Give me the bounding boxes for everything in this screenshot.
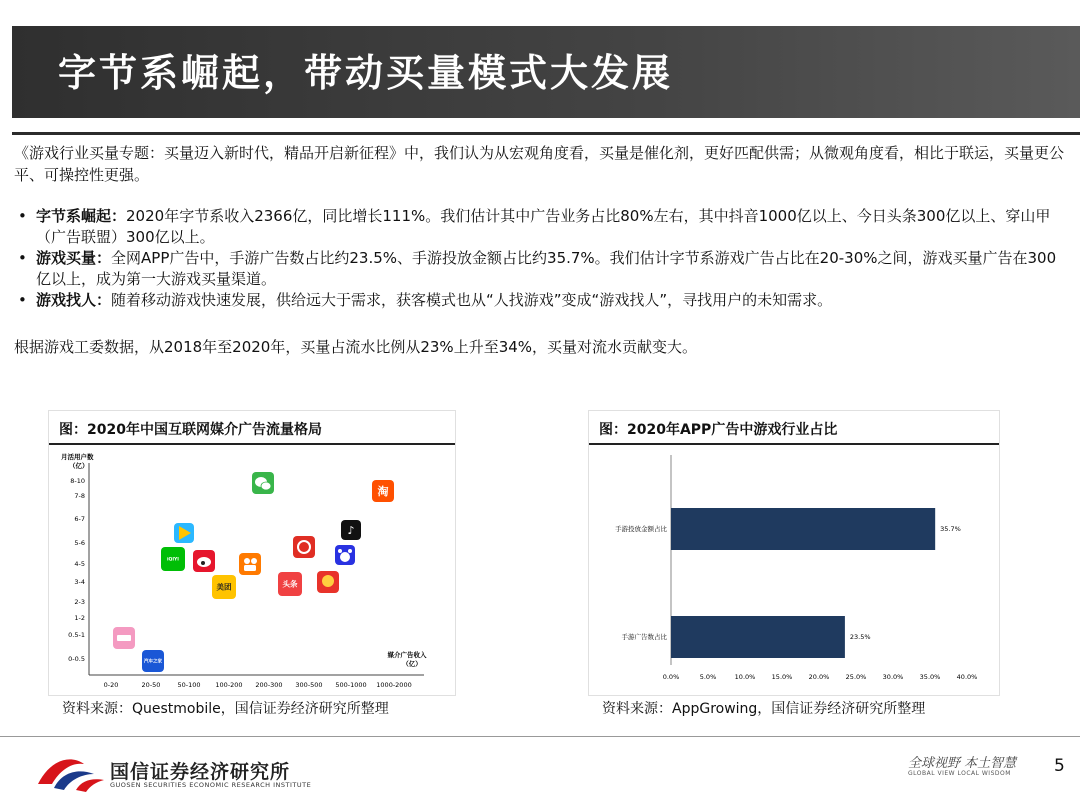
bullet-list <box>14 206 1064 311</box>
company-name-cn: 国信证券经济研究所 <box>110 761 291 783</box>
right-panel-title: 图：2020年APP广告中游戏行业占比 <box>599 422 838 438</box>
pinduoduo-icon <box>293 536 315 558</box>
app-icon-pink <box>113 627 135 649</box>
iqiyi-icon <box>161 547 185 571</box>
bullet-item <box>14 206 1064 248</box>
bar-value-label: 35.7% <box>940 525 961 533</box>
y-tick-label: 1-2 <box>74 614 85 622</box>
closing-paragraph: 根据游戏工委数据，从2018年至2020年，买量占流水比例从23%上升至34%，买量对流水贡献变大。 <box>14 338 698 356</box>
tiktok-label: ♪ <box>347 523 355 537</box>
bar <box>671 508 935 550</box>
x-tick-label: 50-100 <box>177 681 201 689</box>
intro-paragraph: 《游戏行业买量专题：买量迈入新时代，精品开启新征程》中，我们认为从宏观角度看，买量是催化剂，更好匹配供需；从微观角度看，相比于联运，买量更公平、可操控性更强。 <box>14 144 1065 184</box>
x-tick-label: 35.0% <box>919 673 941 681</box>
tiktok-icon <box>341 520 361 540</box>
x-tick-label: 30.0% <box>882 673 904 681</box>
x-axis-label-line1: 媒介广告收入 <box>387 651 427 659</box>
autohome-label: 汽车之家 <box>144 659 162 665</box>
y-tick-label: 2-3 <box>74 598 85 606</box>
bar-value-label: 23.5% <box>849 633 871 641</box>
y-tick-label: 6-7 <box>74 515 85 523</box>
x-tick-label: 300-500 <box>295 681 323 689</box>
x-tick-label: 1000-2000 <box>376 681 412 689</box>
wechat-icon <box>252 472 274 494</box>
y-tick-label: 8-10 <box>70 477 85 485</box>
y-tick-label: 7-8 <box>74 492 85 500</box>
y-axis-label-line2: （亿） <box>69 462 89 470</box>
media-landscape-chart <box>49 447 455 695</box>
toutiao-icon <box>278 572 302 596</box>
bullet-label: 游戏找人： <box>36 291 112 309</box>
bullet-text: 全网APP广告中，手游广告数占比约23.5%、手游投放金额占比约35.7%。我们估计字节系游戏广告占比在20-30%之间，游戏买量广告在300亿以上，成为第一大游戏买量渠道。 <box>36 249 1057 288</box>
bar <box>671 616 845 658</box>
slogan-cn: 全球视野 本土智慧 <box>908 756 1017 771</box>
y-tick-label: 0.5-1 <box>68 631 85 639</box>
baidu-icon <box>335 545 355 565</box>
bar-category-label: 手游投放金额占比 <box>615 525 667 533</box>
guosen-logo-icon <box>36 750 106 792</box>
y-tick-label: 3-4 <box>74 578 85 586</box>
game-ad-share-chart <box>589 447 999 695</box>
y-tick-label: 4-5 <box>74 560 85 568</box>
right-source: 资料来源：AppGrowing，国信证券经济研究所整理 <box>602 701 926 717</box>
x-axis-label-line2: （亿） <box>402 660 422 668</box>
x-tick-label: 20.0% <box>808 673 830 681</box>
x-tick-label: 40.0% <box>956 673 978 681</box>
tencent-video-icon <box>174 523 194 543</box>
x-tick-label: 0.0% <box>662 673 680 681</box>
bullet-item <box>14 290 1064 311</box>
meituan-icon <box>212 575 236 599</box>
bullet-text: 随着移动游戏快速发展，供给远大于需求，获客模式也从“人找游戏”变成“游戏找人”，寻找用户的未知需求。 <box>111 291 833 309</box>
footer-divider <box>0 736 1080 737</box>
x-tick-label: 25.0% <box>845 673 867 681</box>
iqiyi-label: iQIYI <box>167 557 179 563</box>
x-tick-label: 15.0% <box>771 673 793 681</box>
left-panel-rule <box>49 443 455 445</box>
kuaishou-icon <box>239 553 261 575</box>
y-axis-label-line1: 月活用户数 <box>61 453 94 461</box>
weidian-icon <box>317 571 339 593</box>
taobao-icon <box>372 480 394 502</box>
game-ad-share-panel <box>588 410 1000 696</box>
x-tick-label: 10.0% <box>734 673 756 681</box>
title-divider <box>12 132 1080 135</box>
x-tick-label: 100-200 <box>215 681 243 689</box>
company-name-en: GUOSEN SECURITIES ECONOMIC RESEARCH INSTITUTE <box>110 781 312 789</box>
bullet-text: 2020年字节系收入2366亿，同比增长111%。我们估计其中广告业务占比80%左右，其中抖音1000亿以上、今日头条300亿以上、穿山甲（广告联盟）300亿以上。 <box>36 207 1051 246</box>
x-tick-label: 200-300 <box>255 681 283 689</box>
bullet-label: 游戏买量： <box>36 249 112 267</box>
y-tick-label: 0-0.5 <box>68 655 85 663</box>
bar-category-label: 手游广告数占比 <box>621 633 667 641</box>
title-bar <box>12 26 1080 118</box>
media-landscape-panel <box>48 410 456 696</box>
bullet-label: 字节系崛起： <box>36 207 127 225</box>
toutiao-label: 头条 <box>282 579 298 589</box>
page-title: 字节系崛起，带动买量模式大发展 <box>58 50 674 95</box>
page-number: 5 <box>1054 756 1065 776</box>
x-tick-label: 500-1000 <box>335 681 367 689</box>
left-panel-title: 图：2020年中国互联网媒介广告流量格局 <box>59 422 322 438</box>
weibo-icon <box>193 550 215 572</box>
x-tick-label: 5.0% <box>699 673 717 681</box>
right-panel-rule <box>589 443 999 445</box>
meituan-label: 美团 <box>216 582 232 592</box>
x-tick-label: 20-50 <box>141 681 161 689</box>
autohome-icon <box>142 650 164 672</box>
slogan-en: GLOBAL VIEW LOCAL WISDOM <box>908 770 1011 777</box>
x-tick-label: 0-20 <box>103 681 119 689</box>
y-tick-label: 5-6 <box>74 539 85 547</box>
taobao-label: 淘 <box>377 484 389 498</box>
bullet-item <box>14 248 1064 290</box>
left-source: 资料来源：Questmobile，国信证券经济研究所整理 <box>62 701 389 717</box>
